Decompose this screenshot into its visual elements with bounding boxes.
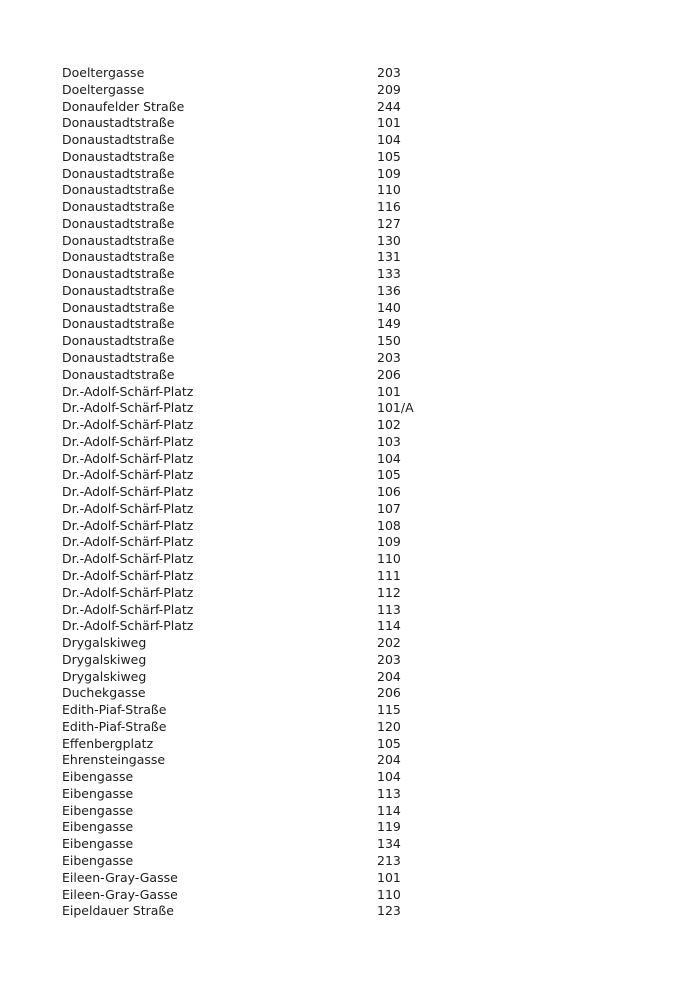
street-name-cell: Doeltergasse — [62, 65, 145, 80]
table-row — [62, 367, 700, 384]
street-name-cell: Duchekgasse — [62, 685, 146, 701]
table-row — [62, 65, 700, 82]
street-name-cell: Donaustadtstraße — [62, 215, 175, 231]
house-number-cell: 113 — [377, 785, 401, 801]
house-number-cell: 244 — [377, 98, 401, 114]
house-number-cell: 134 — [377, 836, 401, 852]
street-name-cell: Dr.-Adolf-Schärf-Platz — [62, 433, 194, 449]
house-number-cell: 114 — [377, 618, 401, 634]
house-number-cell: 115 — [377, 702, 401, 718]
table-row — [62, 350, 700, 367]
table-row — [62, 216, 700, 233]
house-number-cell: 206 — [377, 685, 401, 701]
house-number-cell: 110 — [377, 551, 401, 567]
street-name-cell: Donaustadtstraße — [62, 148, 175, 164]
street-name-cell: Edith-Piaf-Straße — [62, 718, 167, 734]
table-row — [62, 853, 700, 870]
house-number-cell: 213 — [377, 852, 401, 868]
house-number-cell: 110 — [377, 886, 401, 902]
street-name-cell: Dr.-Adolf-Schärf-Platz — [62, 618, 194, 634]
table-row — [62, 836, 700, 853]
table-row — [62, 585, 700, 602]
house-number-cell: 204 — [377, 752, 401, 768]
table-row — [62, 568, 700, 585]
table-row — [62, 400, 700, 417]
street-name-cell: Eibengasse — [62, 785, 134, 801]
table-row — [62, 736, 700, 753]
table-row — [62, 82, 700, 99]
house-number-cell: 130 — [377, 232, 401, 248]
house-number-cell: 105 — [377, 467, 401, 483]
street-name-cell: Eibengasse — [62, 836, 134, 852]
house-number-cell: 113 — [377, 601, 401, 617]
table-row — [62, 233, 700, 250]
street-name-cell: Edith-Piaf-Straße — [62, 702, 167, 718]
house-number-cell: 127 — [377, 215, 401, 231]
house-number-cell: 101/A — [377, 400, 414, 416]
house-number-cell: 133 — [377, 266, 401, 282]
house-number-cell: 109 — [377, 165, 401, 181]
table-row — [62, 887, 700, 904]
table-row — [62, 769, 700, 786]
table-row — [62, 602, 700, 619]
table-row — [62, 316, 700, 333]
street-name-cell: Eipeldauer Straße — [62, 903, 174, 919]
street-name-cell: Dr.-Adolf-Schärf-Platz — [62, 484, 194, 500]
table-row — [62, 115, 700, 132]
table-row — [62, 551, 700, 568]
table-row — [62, 132, 700, 149]
street-name-cell: Dr.-Adolf-Schärf-Platz — [62, 601, 194, 617]
house-number-cell: 202 — [377, 635, 401, 651]
street-name-cell: Donaustadtstraße — [62, 333, 175, 349]
table-row — [62, 417, 700, 434]
street-name-cell: Eileen-Gray-Gasse — [62, 869, 178, 885]
street-name-cell: Donaustadtstraße — [62, 282, 175, 298]
table-row — [62, 518, 700, 535]
house-number-cell: 112 — [377, 584, 401, 600]
table-row — [62, 266, 700, 283]
street-name-cell: Dr.-Adolf-Schärf-Platz — [62, 584, 194, 600]
house-number-cell: 116 — [377, 199, 401, 215]
house-number-cell: 203 — [377, 65, 401, 80]
street-name-cell: Dr.-Adolf-Schärf-Platz — [62, 467, 194, 483]
house-number-cell: 106 — [377, 484, 401, 500]
table-row — [62, 652, 700, 669]
street-name-cell: Donaustadtstraße — [62, 115, 175, 131]
house-number-cell: 120 — [377, 718, 401, 734]
house-number-cell: 204 — [377, 668, 401, 684]
house-number-cell: 111 — [377, 567, 401, 583]
house-number-cell: 203 — [377, 350, 401, 366]
house-number-cell: 123 — [377, 903, 401, 919]
table-row — [62, 635, 700, 652]
street-name-cell: Drygalskiweg — [62, 635, 147, 651]
table-row — [62, 903, 700, 920]
street-name-cell: Drygalskiweg — [62, 668, 147, 684]
table-row — [62, 451, 700, 468]
house-number-cell: 203 — [377, 651, 401, 667]
street-name-cell: Donaustadtstraße — [62, 249, 175, 265]
house-number-cell: 101 — [377, 869, 401, 885]
house-number-cell: 104 — [377, 132, 401, 148]
street-name-cell: Donaustadtstraße — [62, 182, 175, 198]
table-row — [62, 199, 700, 216]
house-number-cell: 101 — [377, 115, 401, 131]
house-number-cell: 110 — [377, 182, 401, 198]
table-row — [62, 149, 700, 166]
house-number-cell: 109 — [377, 534, 401, 550]
house-number-cell: 105 — [377, 735, 401, 751]
street-name-cell: Eibengasse — [62, 852, 134, 868]
table-row — [62, 300, 700, 317]
street-name-cell: Donaustadtstraße — [62, 132, 175, 148]
house-number-cell: 119 — [377, 819, 401, 835]
street-name-cell: Donaustadtstraße — [62, 350, 175, 366]
table-row — [62, 467, 700, 484]
house-number-cell: 104 — [377, 450, 401, 466]
table-row — [62, 819, 700, 836]
house-number-cell: 114 — [377, 802, 401, 818]
street-name-cell: Dr.-Adolf-Schärf-Platz — [62, 383, 194, 399]
table-row — [62, 182, 700, 199]
street-name-cell: Doeltergasse — [62, 81, 145, 97]
house-number-cell: 131 — [377, 249, 401, 265]
table-row — [62, 719, 700, 736]
house-number-cell: 209 — [377, 81, 401, 97]
street-name-cell: Effenbergplatz — [62, 735, 154, 751]
street-name-cell: Ehrensteingasse — [62, 752, 166, 768]
street-name-cell: Eibengasse — [62, 769, 134, 785]
street-name-cell: Donaustadtstraße — [62, 165, 175, 181]
house-number-cell: 140 — [377, 299, 401, 315]
table-row — [62, 803, 700, 820]
table-row — [62, 786, 700, 803]
table-row — [62, 685, 700, 702]
table-row — [62, 484, 700, 501]
table-row — [62, 618, 700, 635]
house-number-cell: 104 — [377, 769, 401, 785]
table-row — [62, 99, 700, 116]
house-number-cell: 150 — [377, 333, 401, 349]
house-number-cell: 101 — [377, 383, 401, 399]
house-number-cell: 107 — [377, 500, 401, 516]
street-name-cell: Eibengasse — [62, 802, 134, 818]
house-number-cell: 149 — [377, 316, 401, 332]
street-name-cell: Dr.-Adolf-Schärf-Platz — [62, 417, 194, 433]
street-name-cell: Dr.-Adolf-Schärf-Platz — [62, 400, 194, 416]
table-row — [62, 283, 700, 300]
table-row — [62, 534, 700, 551]
street-name-cell: Dr.-Adolf-Schärf-Platz — [62, 567, 194, 583]
street-name-cell: Donaustadtstraße — [62, 199, 175, 215]
table-row — [62, 702, 700, 719]
street-name-cell: Donaustadtstraße — [62, 316, 175, 332]
table-row — [62, 384, 700, 401]
table-row — [62, 166, 700, 183]
street-name-cell: Drygalskiweg — [62, 651, 147, 667]
house-number-cell: 136 — [377, 282, 401, 298]
street-name-cell: Eibengasse — [62, 819, 134, 835]
table-row — [62, 333, 700, 350]
table-row — [62, 870, 700, 887]
street-name-cell: Dr.-Adolf-Schärf-Platz — [62, 500, 194, 516]
house-number-cell: 103 — [377, 433, 401, 449]
street-name-cell: Donaustadtstraße — [62, 232, 175, 248]
house-number-cell: 108 — [377, 517, 401, 533]
table-row — [62, 249, 700, 266]
street-name-cell: Dr.-Adolf-Schärf-Platz — [62, 534, 194, 550]
street-name-cell: Dr.-Adolf-Schärf-Platz — [62, 450, 194, 466]
address-list — [62, 65, 700, 920]
street-name-cell: Dr.-Adolf-Schärf-Platz — [62, 551, 194, 567]
table-row — [62, 501, 700, 518]
table-row — [62, 752, 700, 769]
house-number-cell: 206 — [377, 366, 401, 382]
street-name-cell: Donaustadtstraße — [62, 266, 175, 282]
house-number-cell: 105 — [377, 148, 401, 164]
street-name-cell: Donaustadtstraße — [62, 299, 175, 315]
street-name-cell: Donaufelder Straße — [62, 98, 185, 114]
street-name-cell: Eileen-Gray-Gasse — [62, 886, 178, 902]
street-name-cell: Donaustadtstraße — [62, 366, 175, 382]
house-number-cell: 102 — [377, 417, 401, 433]
table-row — [62, 669, 700, 686]
street-name-cell: Dr.-Adolf-Schärf-Platz — [62, 517, 194, 533]
table-row — [62, 434, 700, 451]
